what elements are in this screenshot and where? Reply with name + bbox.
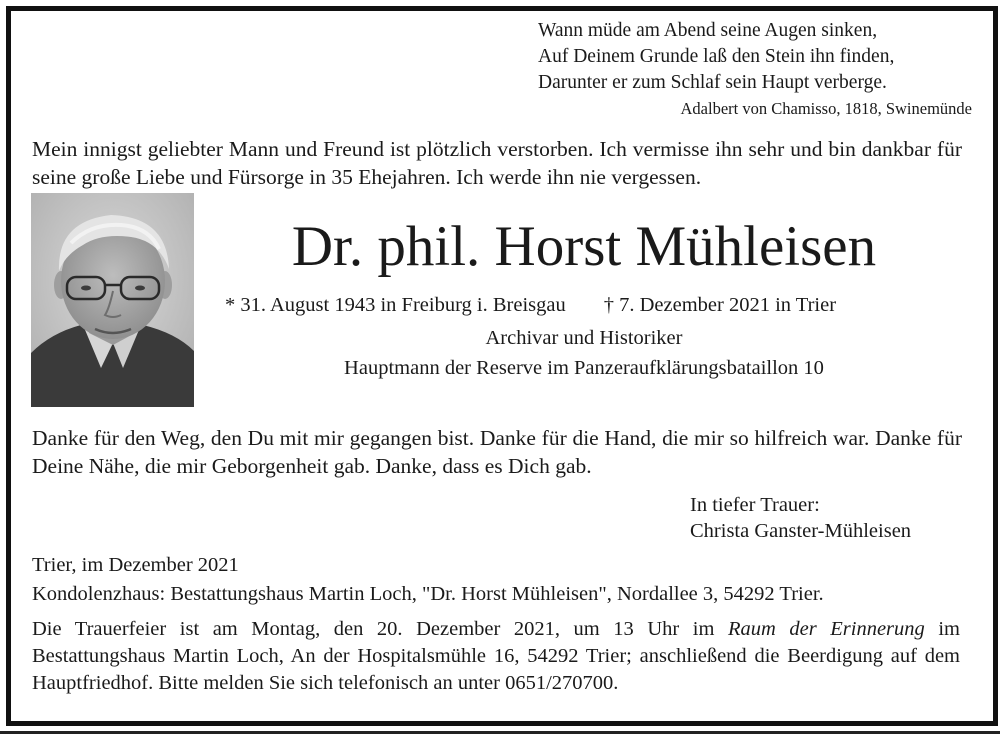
deceased-name: Dr. phil. Horst Mühleisen <box>291 215 877 278</box>
poem-line-2: Auf Deinem Grunde laß den Stein ihn finden, <box>538 46 895 67</box>
ceremony-text-1: Die Trauerfeier ist am Montag, den 20. Dezember 2021, um 13 Uhr im <box>32 618 728 640</box>
birth-date: * 31. August 1943 in Freiburg i. Breisgau <box>225 294 566 316</box>
condolence-info: Kondolenzhaus: Bestattungshaus Martin Loch, "Dr. Horst Mühleisen", Nordallee 3, 54292 Trier. <box>32 583 824 605</box>
ceremony-info <box>32 616 960 697</box>
mourning-heading: In tiefer Trauer: <box>690 494 820 516</box>
military-rank: Hauptmann der Reserve im Panzeraufklärungsbataillon 10 <box>344 357 824 379</box>
thanks-text: Danke für den Weg, den Du mit mir gegangen bist. Danke für die Hand, die mir so hilfreich war. Danke für Deine Nähe, die mir Geborgenheit gab. Danke, dass es Dich gab. <box>32 426 962 478</box>
poem-line-1: Wann müde am Abend seine Augen sinken, <box>538 20 878 41</box>
poem <box>538 18 894 96</box>
bottom-rule <box>0 731 1000 734</box>
portrait-photo <box>31 193 194 407</box>
poem-source: Adalbert von Chamisso, 1818, Swinemünde <box>680 99 972 118</box>
ceremony-text-2: im Bestattungshaus Martin Loch, An der Hospitalsmühle 16, 54292 Trier; anschließend die Beerdigung auf dem Hauptfriedhof. Bitte melden Sie sich telefonisch an unter 0651/270700. <box>32 618 960 694</box>
ceremony-venue: Raum der Erinnerung <box>728 618 925 640</box>
poem-line-3: Darunter er zum Schlaf sein Haupt verberge. <box>538 72 887 93</box>
place-date: Trier, im Dezember 2021 <box>32 554 239 576</box>
mourner-name: Christa Ganster-Mühleisen <box>690 520 912 542</box>
intro-text: Mein innigst geliebter Mann und Freund ist plötzlich verstorben. Ich vermisse ihn sehr und bin dankbar für seine große Liebe und Fürsorge in 35 Ehejahren. Ich werde ihn nie vergessen. <box>32 137 962 189</box>
profession: Archivar und Historiker <box>485 327 683 349</box>
death-date: † 7. Dezember 2021 in Trier <box>603 294 837 316</box>
life-dates <box>225 294 836 317</box>
